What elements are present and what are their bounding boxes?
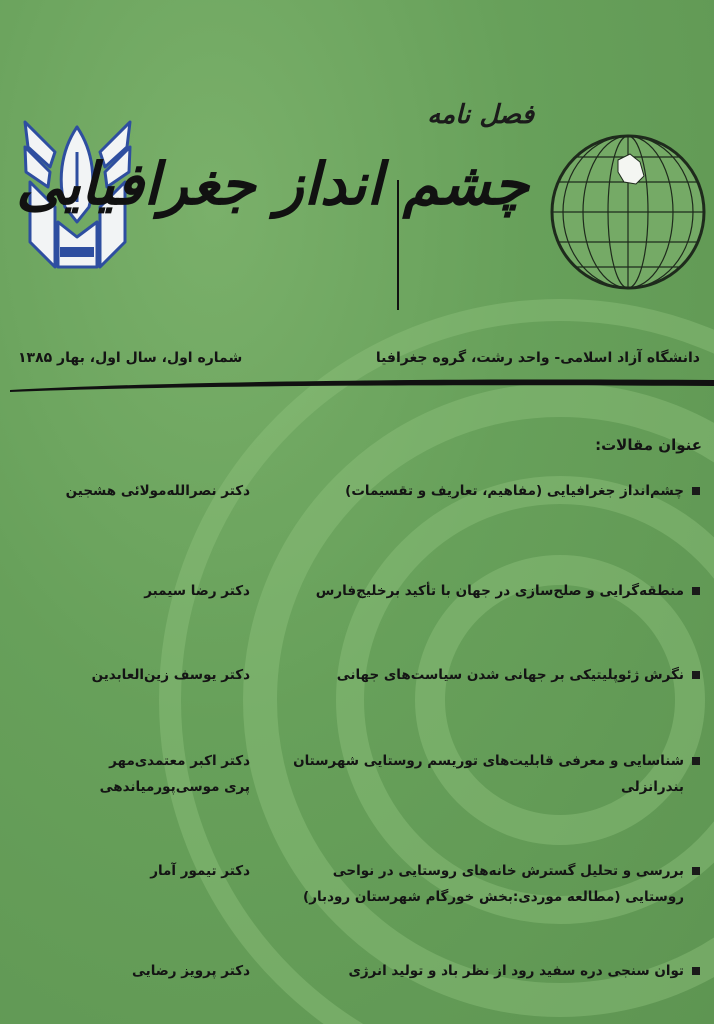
journal-title: چشم انداز جغرافیایی [16,150,529,218]
publisher-line: دانشگاه آزاد اسلامی- واحد رشت، گروه جغرافیا [375,350,700,366]
article-author: دکتر اکبر معتمدی‌مهر پری موسی‌پورمیاندهی [99,753,250,795]
toc-heading: عنوان مقالات: [595,436,702,454]
article-title: منطقه‌گرایی و صلح‌سازی در جهان با تأکید برخلیج‌فارس [300,578,700,604]
bullet-icon [692,757,700,765]
article-title: چشم‌انداز جغرافیایی (مفاهیم، تعاریف و تقسیمات) [300,478,700,504]
issue-line: شماره اول، سال اول، بهار ۱۳۸۵ [18,350,243,366]
article-title: شناسایی و معرفی قابلیت‌های توریسم روستایی شهرستان بندرانزلی [300,748,700,800]
bullet-icon [692,967,700,975]
article-author: دکتر پرویز رضایی [131,963,250,979]
bullet-icon [692,867,700,875]
article-author: دکتر یوسف زین‌العابدین [91,667,250,683]
title-flourish [392,180,404,310]
bullet-icon [692,671,700,679]
article-title: توان سنجی دره سفید رود از نظر باد و تولید انرژی [300,958,700,984]
article-author: دکتر رضا سیمبر [144,583,250,599]
article-author: دکتر نصرالله‌مولائی هشجین [65,483,250,499]
journal-subtitle: فصل نامه [427,100,534,130]
globe-icon [548,132,708,292]
bullet-icon [692,487,700,495]
article-title: نگرش ژئوپلیتیکی بر جهانی شدن سیاست‌های جهانی [300,662,700,688]
article-author: دکتر تیمور آمار [150,863,250,879]
header-divider [10,376,714,394]
article-title: بررسی و تحلیل گسترش خانه‌های روستایی در نواحی روستایی (مطالعه موردی:بخش خورگام شهرستان رودبار) [300,858,700,910]
bullet-icon [692,587,700,595]
